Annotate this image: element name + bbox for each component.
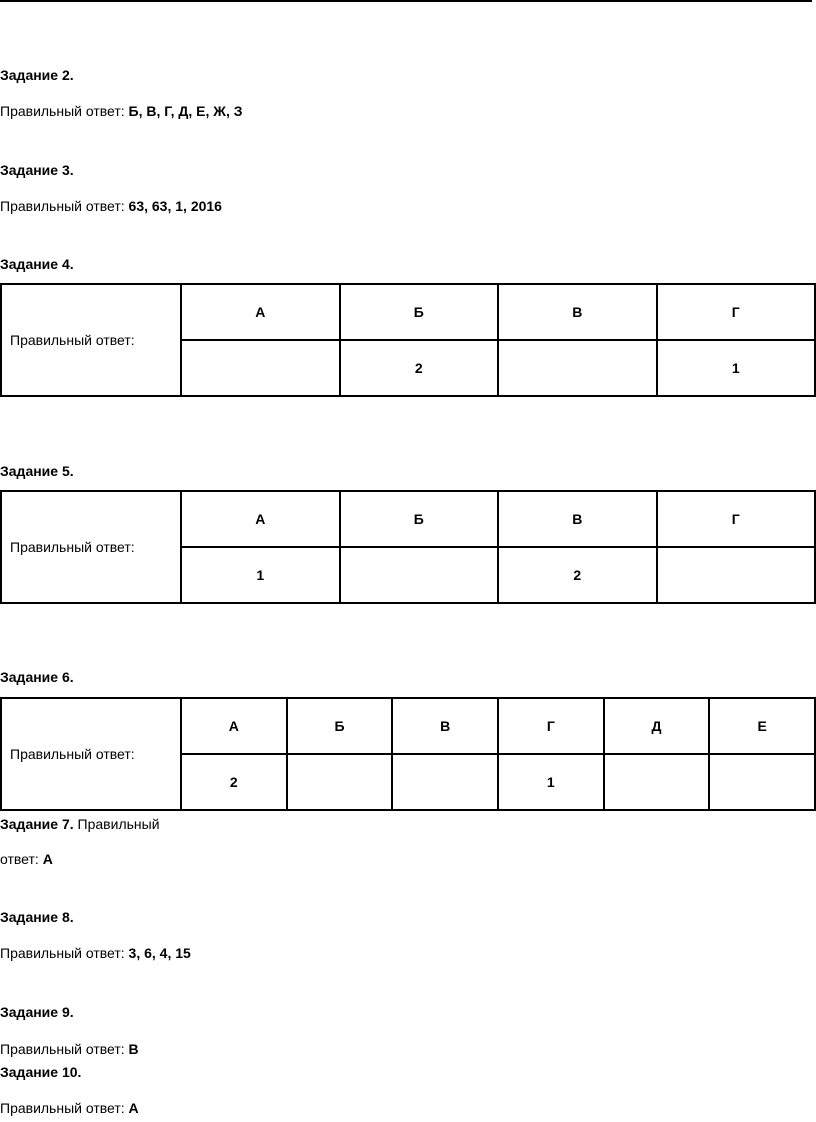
table-header-cell: Г: [657, 491, 816, 547]
table-value-cell: [709, 754, 815, 810]
task-10-answer-line: [0, 1099, 139, 1117]
table-header-cell: Б: [340, 284, 499, 340]
task-2-title: Задание 2.: [0, 67, 74, 83]
task-8-answer: 3, 6, 4, 15: [128, 945, 191, 961]
task-7-label-part2: ответ:: [0, 851, 39, 867]
table-header-cell: В: [392, 698, 498, 754]
task-6-answer-table: [0, 697, 816, 811]
task-7-label-part1: Правильный: [77, 816, 160, 832]
table-value-cell: 1: [498, 754, 604, 810]
answer-label: Правильный ответ:: [0, 198, 125, 214]
task-3-title: Задание 3.: [0, 162, 74, 178]
table-value-cell: 2: [340, 340, 499, 396]
table-value-cell: [392, 754, 498, 810]
table-header-cell: Б: [340, 491, 499, 547]
table-value-cell: [181, 340, 340, 396]
task-6-title: Задание 6.: [0, 669, 74, 685]
table-header-cell: А: [181, 284, 340, 340]
task-4-answer-table: [0, 283, 816, 397]
task-3-answer: 63, 63, 1, 2016: [128, 198, 222, 214]
table-header-cell: В: [498, 284, 657, 340]
table-value-cell: [498, 340, 657, 396]
task-9-title: Задание 9.: [0, 1004, 74, 1020]
table-value-cell: [604, 754, 710, 810]
table-header-cell: Б: [287, 698, 393, 754]
answer-label: Правильный ответ:: [0, 945, 125, 961]
table-header-cell: Г: [498, 698, 604, 754]
task-8-title: Задание 8.: [0, 909, 74, 925]
table-header-cell: Е: [709, 698, 815, 754]
table-header-cell: Г: [657, 284, 816, 340]
task-10-title: Задание 10.: [0, 1064, 82, 1080]
task-7-title: Задание 7.: [0, 816, 74, 832]
task-7-title-line: [0, 815, 160, 833]
table-value-cell: 2: [181, 754, 287, 810]
answer-label-cell: Правильный ответ:: [1, 284, 181, 396]
table-value-cell: 1: [181, 547, 340, 603]
task-5-title: Задание 5.: [0, 463, 74, 479]
task-7-answer: А: [42, 851, 53, 867]
task-8-answer-line: [0, 944, 191, 962]
answer-label-cell: Правильный ответ:: [1, 698, 181, 810]
table-header-cell: В: [498, 491, 657, 547]
answer-label: Правильный ответ:: [0, 1041, 125, 1057]
answer-label-cell: Правильный ответ:: [1, 491, 181, 603]
table-header-cell: А: [181, 491, 340, 547]
answer-label: Правильный ответ:: [0, 1100, 125, 1116]
task-9-answer: В: [128, 1041, 139, 1057]
top-border-line: [0, 0, 812, 2]
table-value-cell: 2: [498, 547, 657, 603]
task-3-answer-line: [0, 197, 222, 215]
answer-label: Правильный ответ:: [0, 103, 125, 119]
task-7-answer-line: [0, 850, 53, 868]
task-10-answer: А: [128, 1100, 139, 1116]
table-header-cell: А: [181, 698, 287, 754]
task-2-answer-line: [0, 102, 243, 120]
task-9-answer-line: [0, 1040, 139, 1058]
table-value-cell: [287, 754, 393, 810]
table-value-cell: [657, 547, 816, 603]
task-5-answer-table: [0, 490, 816, 604]
task-2-answer: Б, В, Г, Д, Е, Ж, З: [128, 103, 243, 119]
task-4-title: Задание 4.: [0, 256, 74, 272]
table-value-cell: 1: [657, 340, 816, 396]
table-header-cell: Д: [604, 698, 710, 754]
table-value-cell: [340, 547, 499, 603]
